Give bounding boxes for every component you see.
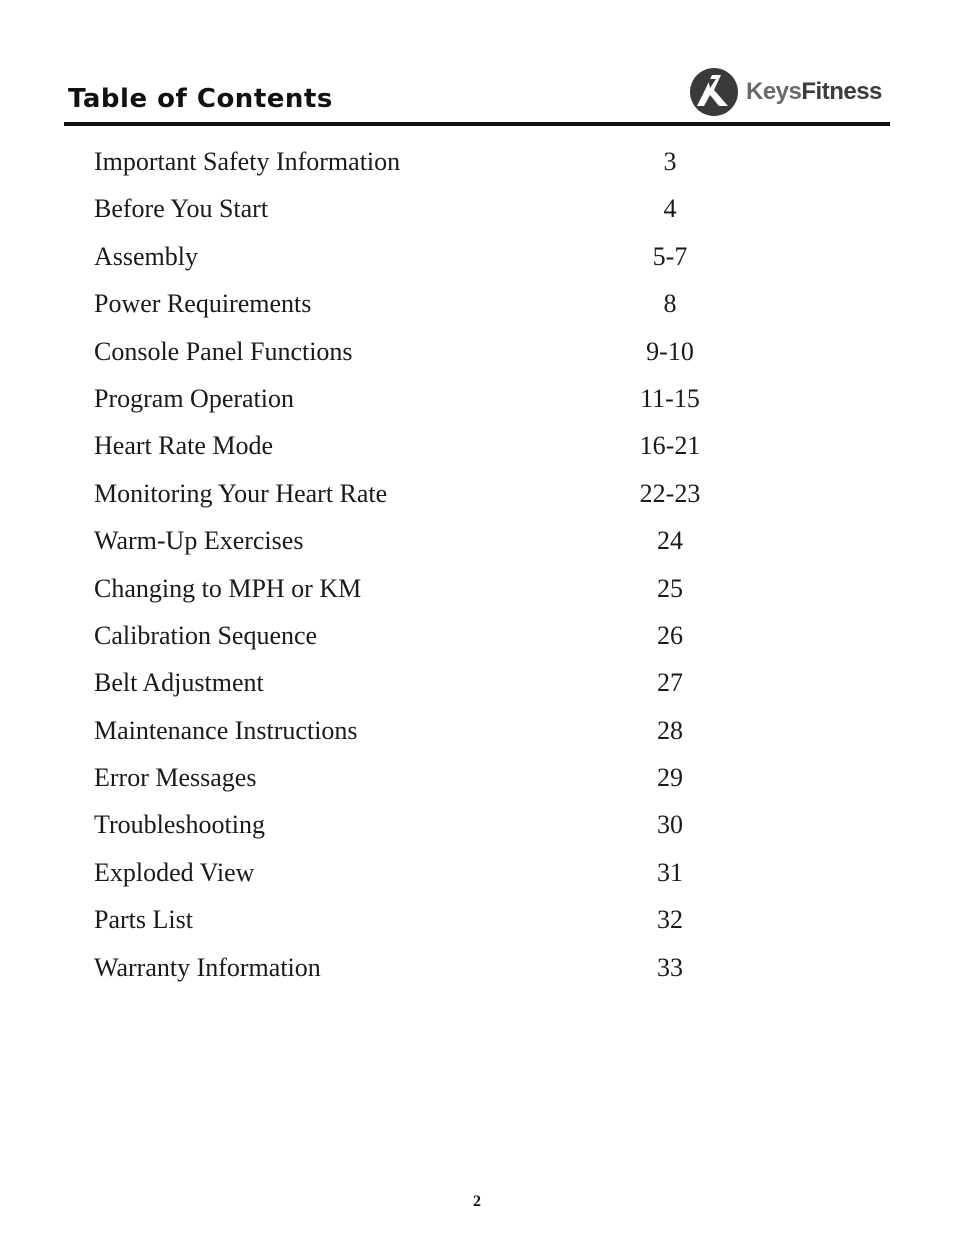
toc-entry-title: Console Panel Functions xyxy=(94,336,353,366)
toc-entry[interactable] xyxy=(94,280,794,327)
toc-entry-title: Belt Adjustment xyxy=(94,668,264,698)
toc-entry[interactable] xyxy=(94,659,794,706)
toc-entry-page: 30 xyxy=(657,810,683,840)
toc-entry[interactable] xyxy=(94,422,794,469)
toc-entry-page: 22-23 xyxy=(639,478,701,508)
page-title: Table of Contents xyxy=(68,84,333,114)
logo-wordmark-fitness: Fitness xyxy=(801,78,882,105)
toc-entry-page: 4 xyxy=(663,194,677,224)
toc-entry-title: Error Messages xyxy=(94,763,257,793)
toc-entry[interactable] xyxy=(94,707,794,754)
toc-entry-page: 33 xyxy=(657,952,683,982)
logo-wordmark-keys: Keys xyxy=(746,78,802,105)
toc-entry-page: 8 xyxy=(663,289,677,319)
toc-entry-page: 26 xyxy=(657,620,683,650)
toc-entry-page: 3 xyxy=(663,147,677,176)
toc-entry-page: 5-7 xyxy=(652,241,688,271)
toc-entry-title: Heart Rate Mode xyxy=(94,431,274,461)
toc-entry[interactable] xyxy=(94,470,794,517)
toc-entry[interactable] xyxy=(94,185,794,232)
toc-entry[interactable] xyxy=(94,849,794,896)
toc-entry-title: Power Requirements xyxy=(94,289,312,319)
toc-entry-title: Assembly xyxy=(94,241,198,271)
toc-entry-title: Maintenance Instructions xyxy=(94,715,358,745)
toc-entry-page: 9-10 xyxy=(646,336,694,366)
toc-entry-page: 28 xyxy=(657,715,683,745)
toc-entry-title: Exploded View xyxy=(94,857,255,887)
toc-entry-page: 25 xyxy=(657,573,683,603)
toc-entry[interactable] xyxy=(94,801,794,848)
toc-entry-page: 24 xyxy=(657,526,683,556)
toc-entry[interactable] xyxy=(94,233,794,280)
toc-entry-page: 31 xyxy=(657,857,683,887)
toc-entry[interactable] xyxy=(94,328,794,375)
toc-entry-page: 29 xyxy=(657,763,683,793)
brand-logo xyxy=(688,66,890,118)
toc-entry[interactable] xyxy=(94,754,794,801)
toc-entry[interactable] xyxy=(94,138,794,185)
toc-entry[interactable] xyxy=(94,375,794,422)
toc-entry-title: Warranty Information xyxy=(94,952,321,982)
toc-entry-title: Troubleshooting xyxy=(94,810,265,840)
logo-wordmark xyxy=(746,78,882,106)
keysfitness-runner-logo-icon xyxy=(688,66,740,118)
toc-entry-title: Warm-Up Exercises xyxy=(94,526,304,556)
toc-entry-title: Parts List xyxy=(94,905,193,935)
page-number: 2 xyxy=(473,1193,481,1210)
toc-entry-title: Calibration Sequence xyxy=(94,620,318,650)
toc-entry[interactable] xyxy=(94,896,794,943)
toc-entry-title: Changing to MPH or KM xyxy=(94,573,362,603)
toc-entry-page: 16-21 xyxy=(639,431,701,461)
toc-entry-page: 32 xyxy=(657,905,683,935)
toc-entry[interactable] xyxy=(94,944,794,991)
toc-entry-title: Important Safety Information xyxy=(94,147,401,176)
toc-entry-title: Monitoring Your Heart Rate xyxy=(94,478,388,508)
toc-entry-page: 11-15 xyxy=(640,383,700,413)
toc-entry-page: 27 xyxy=(657,668,683,698)
toc-entry[interactable] xyxy=(94,612,794,659)
toc-entry[interactable] xyxy=(94,565,794,612)
toc-entry[interactable] xyxy=(94,517,794,564)
header-rule xyxy=(64,122,890,126)
table-of-contents xyxy=(94,138,794,991)
toc-entry-title: Program Operation xyxy=(94,383,295,413)
toc-entry-title: Before You Start xyxy=(94,194,269,224)
